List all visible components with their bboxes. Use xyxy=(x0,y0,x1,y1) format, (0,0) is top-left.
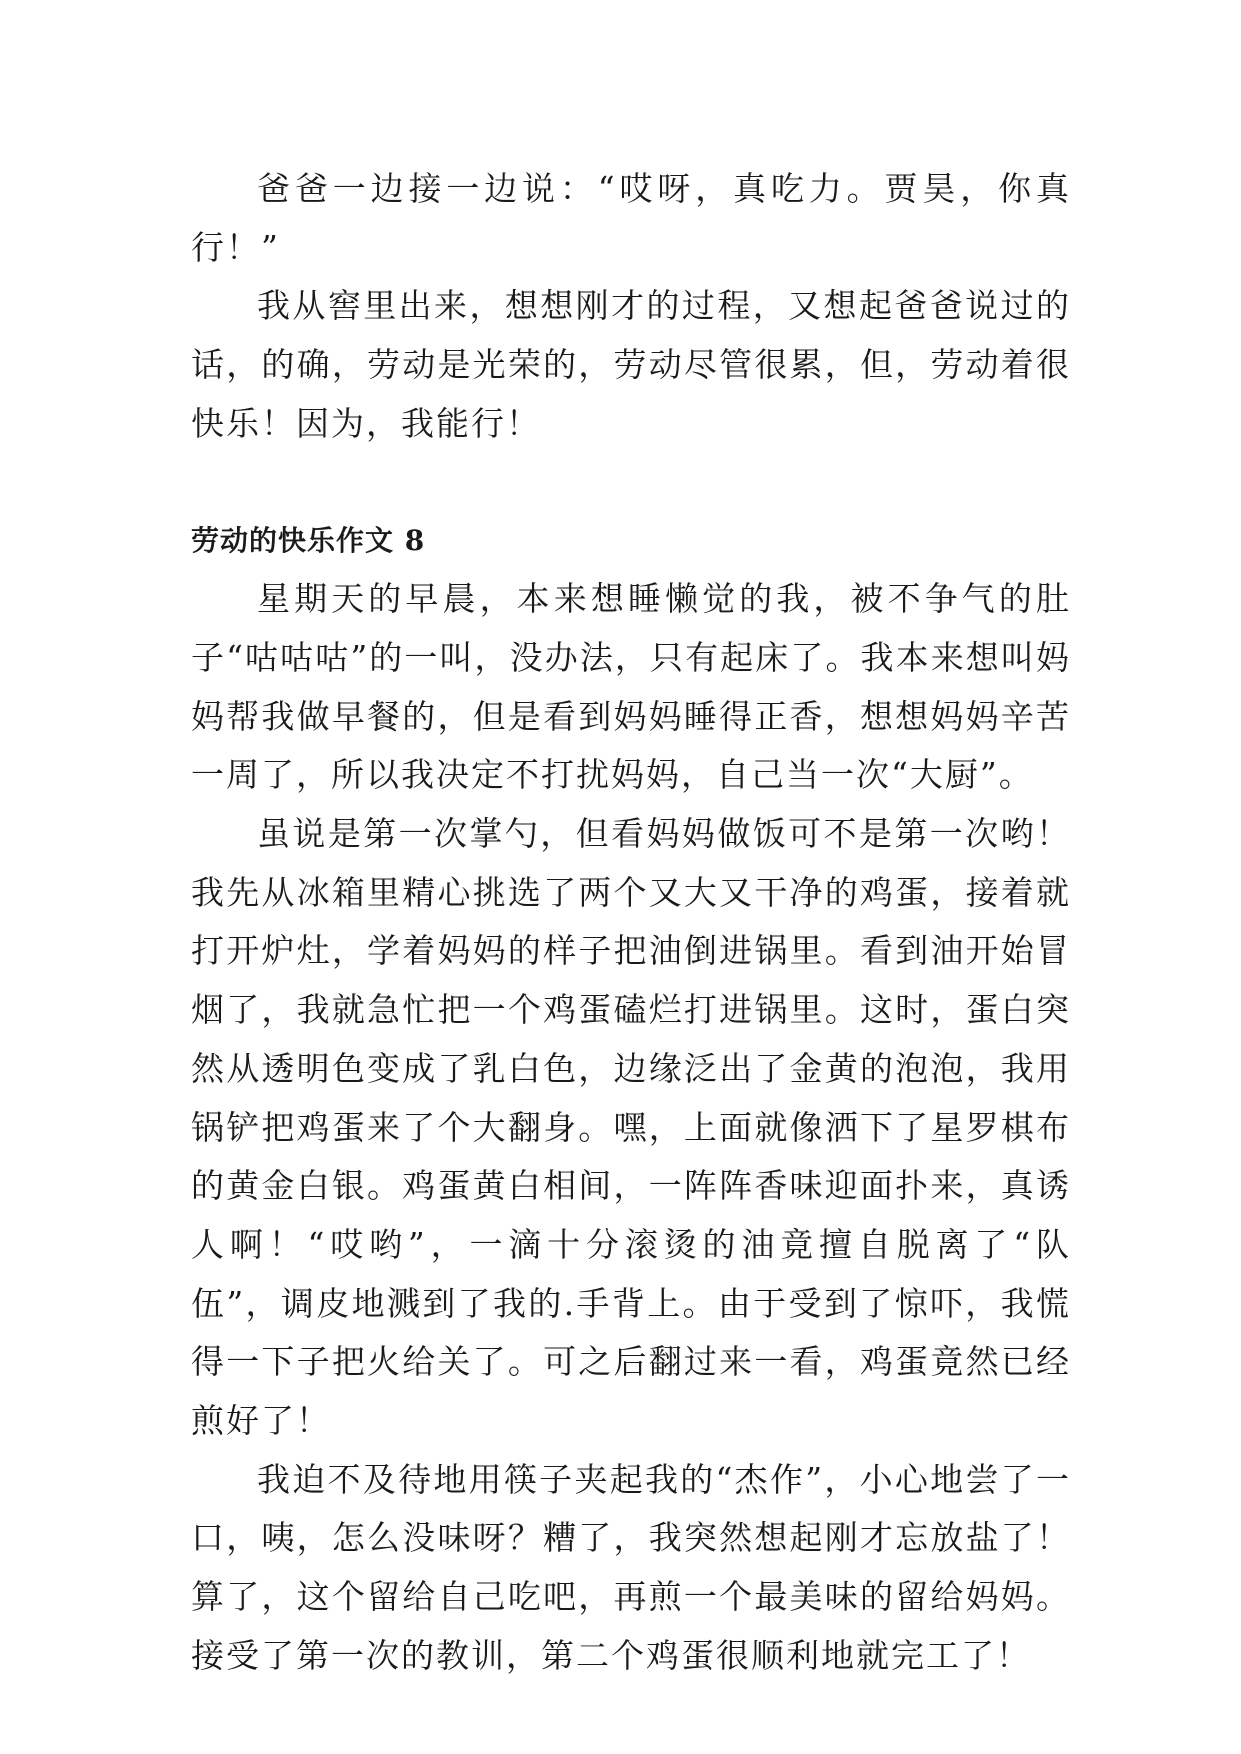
paragraph: 我迫不及待地用筷子夹起我的“杰作”，小心地尝了一口，咦，怎么没味呀？糟了，我突然想起刚才忘放盐了！算了，这个留给自己吃吧，再煎一个最美味的留给妈妈。接受了第一次的教训，第二个鸡蛋很顺利地就完工了！ xyxy=(191,1459,1071,1675)
paragraph: 我从窖里出来，想想刚才的过程，又想起爸爸说过的话，的确，劳动是光荣的，劳动尽管很累，但，劳动着很快乐！因为，我能行！ xyxy=(191,286,1071,443)
paragraph: 星期天的早晨，本来想睡懒觉的我，被不争气的肚子“咕咕咕”的一叫，没办法，只有起床了。我本来想叫妈妈帮我做早餐的，但是看到妈妈睡得正香，想想妈妈辛苦一周了，所以我决定不打扰妈妈，自己当一次“大厨”。 xyxy=(191,579,1071,795)
paragraph: 爸爸一边接一边说：“哎呀，真吃力。贾昊，你真行！” xyxy=(191,169,1071,267)
paragraph: 虽说是第一次掌勺，但看妈妈做饭可不是第一次哟！我先从冰箱里精心挑选了两个又大又干净的鸡蛋，接着就打开炉灶，学着妈妈的样子把油倒进锅里。看到油开始冒烟了，我就急忙把一个鸡蛋磕烂打进锅里。这时，蛋白突然从透明色变成了乳白色，边缘泛出了金黄的泡泡，我用锅铲把鸡蛋来了个大翻身。嘿，上面就像洒下了星罗棋布的黄金白银。鸡蛋黄白相间，一阵阵香味迎面扑来，真诱人啊！“哎哟”，一滴十分滚烫的油竟擅自脱离了“队伍”，调皮地溅到了我的.手背上。由于受到了惊吓，我慌得一下子把火给关了。可之后翻过来一看，鸡蛋竟然已经煎好了！ xyxy=(191,814,1071,1441)
section-title: 劳动的快乐作文 8 xyxy=(191,523,426,557)
document-page xyxy=(191,160,1071,1686)
